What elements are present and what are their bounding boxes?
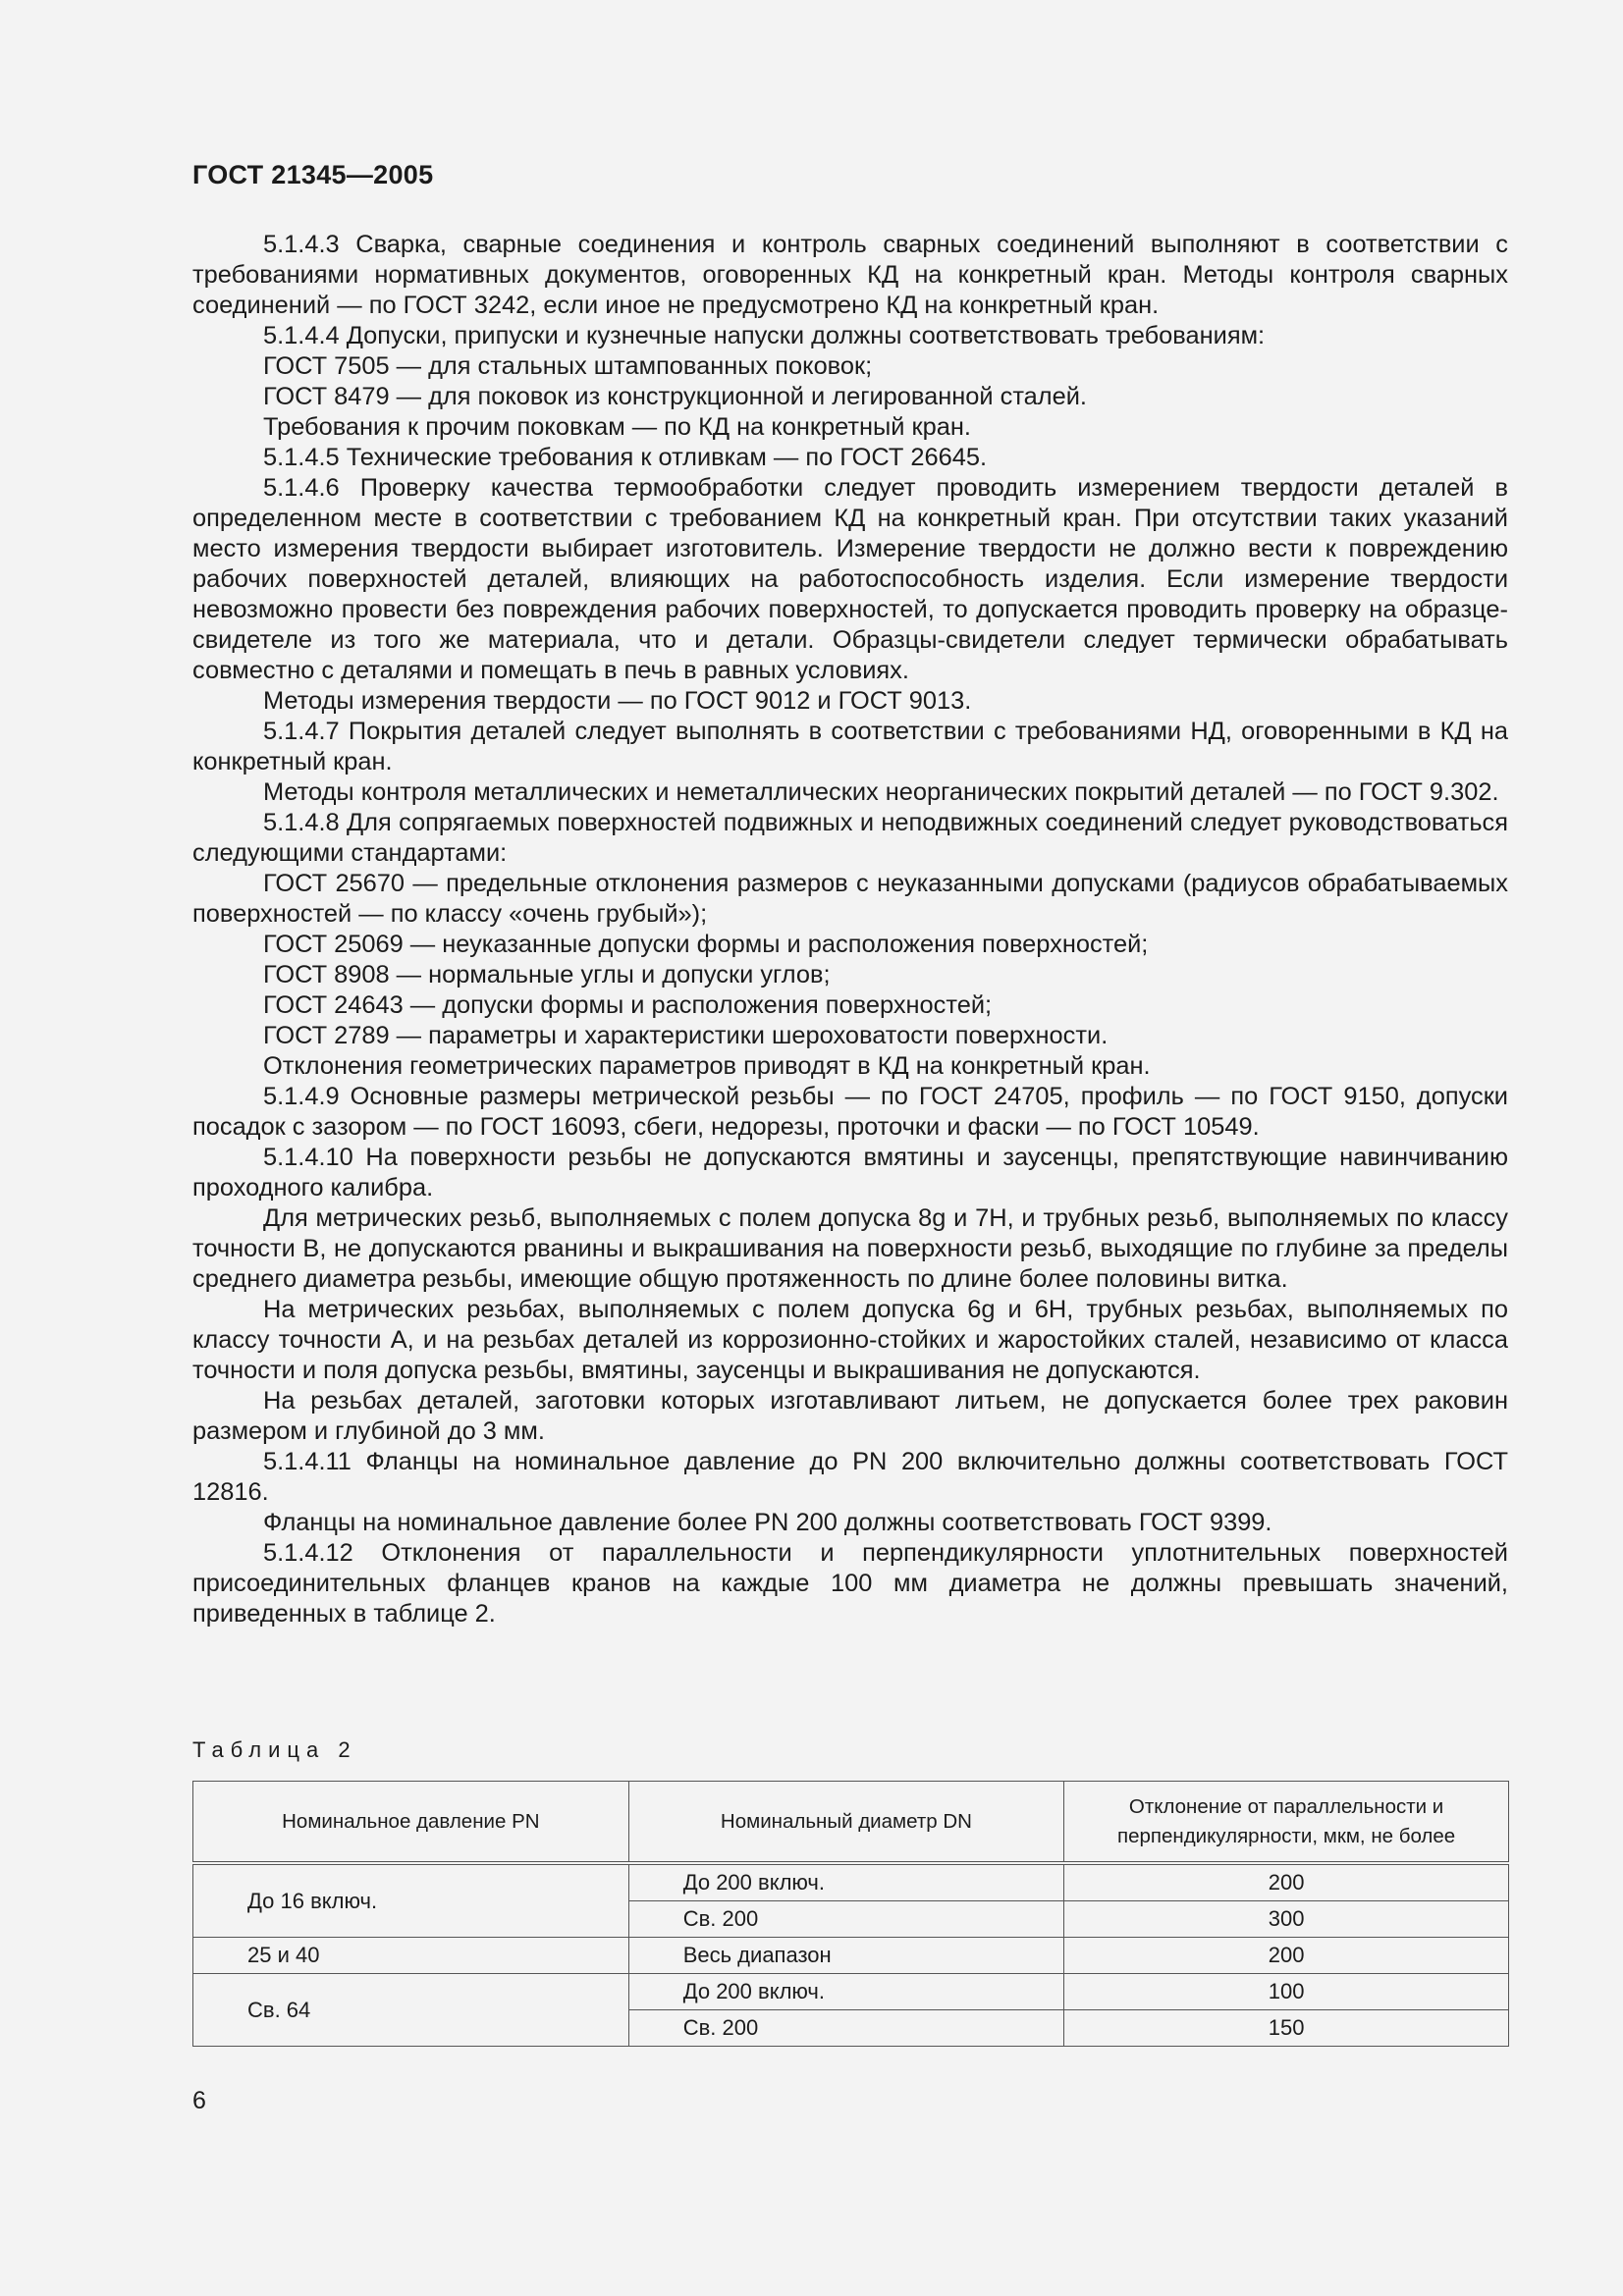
table-row — [193, 1974, 1509, 2010]
table-caption: Таблица 2 — [192, 1737, 357, 1762]
paragraph: Для метрических резьб, выполняемых с полем допуска 8g и 7H, и трубных резьб, выполняемых по классу точности B, не допускаются рванины и выкрашивания на поверхности резьб, выходящие по глубине за пределы среднего диаметра резьбы, имеющие общую протяженность по длине более половины витка. — [192, 1204, 1508, 1293]
table-cell-pn: До 16 включ. — [193, 1863, 629, 1938]
column-header: Отклонение от параллельности и перпендикулярности, мкм, не более — [1064, 1782, 1509, 1864]
deviation-table — [192, 1781, 1509, 2047]
page-number: 6 — [192, 2087, 206, 2114]
paragraph: ГОСТ 8479 — для поковок из конструкционной и легированной сталей. — [263, 383, 1087, 410]
table-cell-dn: Весь диапазон — [628, 1938, 1063, 1974]
table-cell-dn: До 200 включ. — [628, 1974, 1063, 2010]
paragraph: На резьбах деталей, заготовки которых изготавливают литьем, не допускается более трех раковин размером и глубиной до 3 мм. — [192, 1387, 1508, 1445]
table-cell-dn: До 200 включ. — [628, 1863, 1063, 1901]
paragraph: На метрических резьбах, выполняемых с полем допуска 6g и 6H, трубных резьбах, выполняемых по классу точности A, и на резьбах деталей из коррозионно-стойких и жаростойких сталей, независимо от класса точности и поля допуска резьбы, вмятины, заусенцы и выкрашивания не допускаются. — [192, 1296, 1508, 1384]
paragraph: 5.1.4.11 Фланцы на номинальное давление до PN 200 включительно должны соответствовать ГОСТ 12816. — [192, 1448, 1508, 1506]
paragraph: Методы контроля металлических и неметаллических неорганических покрытий деталей — по ГОСТ 9.302. — [263, 778, 1499, 806]
paragraph: ГОСТ 24643 — допуски формы и расположения поверхностей; — [263, 991, 993, 1019]
table-cell-deviation: 150 — [1064, 2010, 1509, 2047]
paragraph: 5.1.4.8 Для сопрягаемых поверхностей подвижных и неподвижных соединений следует руководствоваться следующими стандартами: — [192, 809, 1508, 867]
paragraph: 5.1.4.6 Проверку качества термообработки следует проводить измерением твердости деталей в определенном месте в соответствии с требованием КД на конкретный кран. При отсутствии таких указаний место измерения твердости выбирает изготовитель. Измерение твердости не должно вести к повреждению рабочих поверхностей деталей, влияющих на работоспособность изделия. Если измерение твердости невозможно провести без повреждения рабочих поверхностей, то допускается проводить проверку на образце-свидетеле из того же материала, что и детали. Образцы-свидетели следует термически обрабатывать совместно с деталями и помещать в печь в равных условиях. — [192, 474, 1508, 684]
table-cell-deviation: 300 — [1064, 1901, 1509, 1938]
paragraph: ГОСТ 8908 — нормальные углы и допуски углов; — [263, 961, 831, 988]
paragraph: 5.1.4.12 Отклонения от параллельности и перпендикулярности уплотнительных поверхностей присоединительных фланцев кранов на каждые 100 мм диаметра не должны превышать значений, приведенных в таблице 2. — [192, 1539, 1508, 1628]
column-header: Номинальное давление PN — [193, 1782, 629, 1864]
paragraph: ГОСТ 25069 — неуказанные допуски формы и расположения поверхностей; — [263, 931, 1149, 958]
paragraph: Требования к прочим поковкам — по КД на конкретный кран. — [263, 413, 971, 441]
column-header: Номинальный диаметр DN — [628, 1782, 1063, 1864]
paragraph: 5.1.4.4 Допуски, припуски и кузнечные напуски должны соответствовать требованиям: — [263, 322, 1266, 349]
table-cell-pn: Св. 64 — [193, 1974, 629, 2047]
paragraph: 5.1.4.7 Покрытия деталей следует выполнять в соответствии с требованиями НД, оговоренными в КД на конкретный кран. — [192, 718, 1508, 775]
paragraph: Отклонения геометрических параметров приводят в КД на конкретный кран. — [263, 1052, 1151, 1080]
table-row — [193, 1938, 1509, 1974]
table-cell-pn: 25 и 40 — [193, 1938, 629, 1974]
document-header: ГОСТ 21345—2005 — [192, 160, 434, 189]
table-header-row — [193, 1782, 1509, 1864]
body-text — [192, 230, 1508, 1629]
table-cell-dn: Св. 200 — [628, 2010, 1063, 2047]
paragraph: Методы измерения твердости — по ГОСТ 9012 и ГОСТ 9013. — [263, 687, 972, 715]
table-cell-deviation: 100 — [1064, 1974, 1509, 2010]
paragraph: ГОСТ 25670 — предельные отклонения размеров с неуказанными допусками (радиусов обрабатываемых поверхностей — по классу «очень грубый»); — [192, 870, 1508, 928]
paragraph: 5.1.4.10 На поверхности резьбы не допускаются вмятины и заусенцы, препятствующие навинчиванию проходного калибра. — [192, 1144, 1508, 1201]
table-cell-dn: Св. 200 — [628, 1901, 1063, 1938]
paragraph: 5.1.4.3 Сварка, сварные соединения и контроль сварных соединений выполняют в соответствии с требованиями нормативных документов, оговоренных КД на конкретный кран. Методы контроля сварных соединений — по ГОСТ 3242, если иное не предусмотрено КД на конкретный кран. — [192, 231, 1508, 319]
table-cell-deviation: 200 — [1064, 1938, 1509, 1974]
table-cell-deviation: 200 — [1064, 1863, 1509, 1901]
paragraph: ГОСТ 2789 — параметры и характеристики шероховатости поверхности. — [263, 1022, 1109, 1049]
paragraph: ГОСТ 7505 — для стальных штампованных поковок; — [263, 352, 873, 380]
table-row — [193, 1863, 1509, 1901]
paragraph: Фланцы на номинальное давление более PN 200 должны соответствовать ГОСТ 9399. — [263, 1509, 1272, 1536]
paragraph: 5.1.4.9 Основные размеры метрической резьбы — по ГОСТ 24705, профиль — по ГОСТ 9150, допуски посадок с зазором — по ГОСТ 16093, сбеги, недорезы, проточки и фаски — по ГОСТ 10549. — [192, 1083, 1508, 1141]
paragraph: 5.1.4.5 Технические требования к отливкам — по ГОСТ 26645. — [263, 444, 988, 471]
